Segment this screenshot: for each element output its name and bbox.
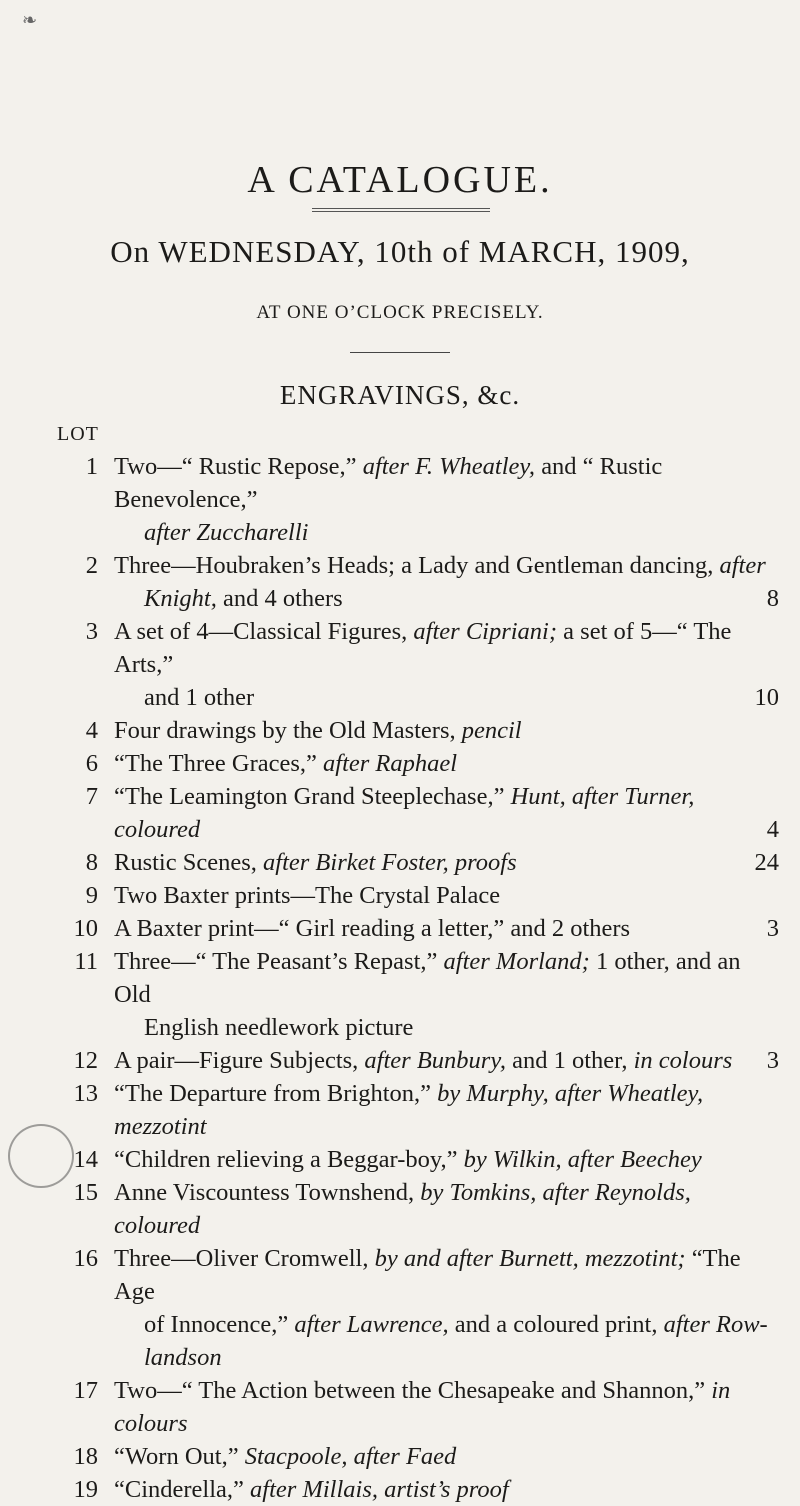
sale-date: On WEDNESDAY, 10th of MARCH, 1909, (110, 234, 690, 269)
corner-mark: ❧ (22, 10, 38, 30)
lot-text: A set of 4—Classical Figures, after Cipriani; a set of 5—“ The Arts,” (114, 618, 732, 678)
lot-number: 16 (73, 1245, 98, 1272)
lot-description (114, 1176, 779, 1242)
lot-entry (0, 879, 800, 912)
lot-quantity: 8 (766, 585, 779, 612)
ink-stamp (8, 1124, 74, 1188)
lot-entry (0, 1077, 800, 1143)
title-rule (312, 208, 490, 212)
lot-description (114, 1143, 779, 1176)
lot-text: Three—Houbraken’s Heads; a Lady and Gentleman dancing, after (114, 552, 766, 579)
lot-entry (0, 450, 800, 549)
lot-number: 12 (73, 1047, 98, 1074)
lot-entry (0, 549, 800, 615)
lot-entry (0, 780, 800, 846)
lot-description (114, 780, 779, 846)
lot-entry (0, 1143, 800, 1176)
lot-description (114, 1242, 779, 1374)
lot-description (114, 912, 779, 945)
lot-text: Two—“ Rustic Repose,” after F. Wheatley, and “ Rustic Benevolence,” (114, 453, 663, 513)
lot-number: 19 (73, 1476, 98, 1503)
lot-text: “The Three Graces,” after Raphael (114, 750, 458, 777)
lot-description (114, 450, 779, 549)
lot-entry (0, 1176, 800, 1242)
lot-text: Three—“ The Peasant’s Repast,” after Morland; 1 other, and an Old (114, 948, 741, 1008)
page-title: A CATALOGUE. (247, 159, 553, 201)
lot-text: Three—Oliver Cromwell, by and after Burnett, mezzotint; “The Age (114, 1245, 741, 1305)
lot-entry (0, 846, 800, 879)
lot-entry (0, 912, 800, 945)
lot-text: Two Baxter prints—The Crystal Palace (114, 882, 501, 909)
lot-description (114, 747, 779, 780)
lot-number: 18 (73, 1443, 98, 1470)
lot-text: A pair—Figure Subjects, after Bunbury, and 1 other, in colours (114, 1047, 733, 1074)
lot-quantity: 3 (766, 915, 779, 942)
lot-list (0, 450, 800, 1506)
lot-number: 6 (85, 750, 98, 777)
lot-text: Rustic Scenes, after Birket Foster, proofs (114, 849, 517, 876)
lot-quantity: 4 (766, 816, 779, 843)
lot-description (114, 615, 779, 714)
lot-number: 8 (85, 849, 98, 876)
lot-entry (0, 714, 800, 747)
lot-entry (0, 1473, 800, 1506)
lot-description (114, 879, 779, 912)
lot-text-continued: of Innocence,” after Lawrence, and a coloured print, after Row- (144, 1311, 768, 1338)
lot-entry (0, 945, 800, 1044)
lot-text: “Worn Out,” Stacpoole, after Faed (114, 1443, 457, 1470)
lot-text: “Children relieving a Beggar-boy,” by Wilkin, after Beechey (114, 1146, 702, 1173)
lot-number: 7 (85, 783, 98, 810)
lot-description (114, 1044, 779, 1077)
lot-number: 13 (73, 1080, 98, 1107)
lot-text-continued: and 1 other (144, 684, 255, 711)
section-heading: ENGRAVINGS, &c. (279, 380, 521, 410)
lot-column-label: LOT (57, 423, 99, 445)
lot-number: 11 (74, 948, 98, 975)
lot-number: 1 (85, 453, 98, 480)
lot-text: A Baxter print—“ Girl reading a letter,” and 2 others (114, 915, 631, 942)
lot-description (114, 714, 779, 747)
lot-number: 3 (85, 618, 98, 645)
lot-number: 2 (85, 552, 98, 579)
lot-text: Two—“ The Action between the Chesapeake and Shannon,” in colours (114, 1377, 731, 1437)
lot-entry (0, 747, 800, 780)
lot-number: 4 (85, 717, 98, 744)
lot-text-continued: English needlework picture (144, 1014, 414, 1041)
lot-description (114, 1374, 779, 1440)
lot-text: “The Leamington Grand Steeplechase,” Hunt, after Turner, coloured (114, 783, 695, 843)
divider (350, 352, 450, 353)
lot-text-continued: Knight, and 4 others (144, 585, 343, 612)
lot-text: Four drawings by the Old Masters, pencil (114, 717, 522, 744)
lot-quantity: 24 (754, 849, 779, 876)
lot-text-continued: after Zuccharelli (144, 519, 309, 546)
lot-number: 17 (73, 1377, 98, 1404)
lot-text: “The Departure from Brighton,” by Murphy, after Wheatley, mezzotint (114, 1080, 704, 1140)
lot-description (114, 945, 779, 1044)
lot-text: Anne Viscountess Townshend, by Tomkins, after Reynolds, coloured (114, 1179, 691, 1239)
sale-time: AT ONE O’CLOCK PRECISELY. (256, 302, 544, 323)
lot-entry (0, 1440, 800, 1473)
lot-entry (0, 1374, 800, 1440)
lot-description (114, 1440, 779, 1473)
lot-number: 14 (73, 1146, 98, 1173)
lot-description (114, 1077, 779, 1143)
lot-entry (0, 1242, 800, 1374)
lot-description (114, 549, 779, 615)
lot-quantity: 3 (766, 1047, 779, 1074)
lot-text: “Cinderella,” after Millais, artist’s proof (114, 1476, 509, 1503)
lot-number: 9 (85, 882, 98, 909)
lot-entry (0, 615, 800, 714)
lot-description (114, 846, 779, 879)
lot-number: 10 (73, 915, 98, 942)
lot-description (114, 1473, 779, 1506)
lot-text-continued: landson (144, 1344, 222, 1371)
lot-number: 15 (73, 1179, 98, 1206)
lot-entry (0, 1044, 800, 1077)
lot-quantity: 10 (754, 684, 779, 711)
